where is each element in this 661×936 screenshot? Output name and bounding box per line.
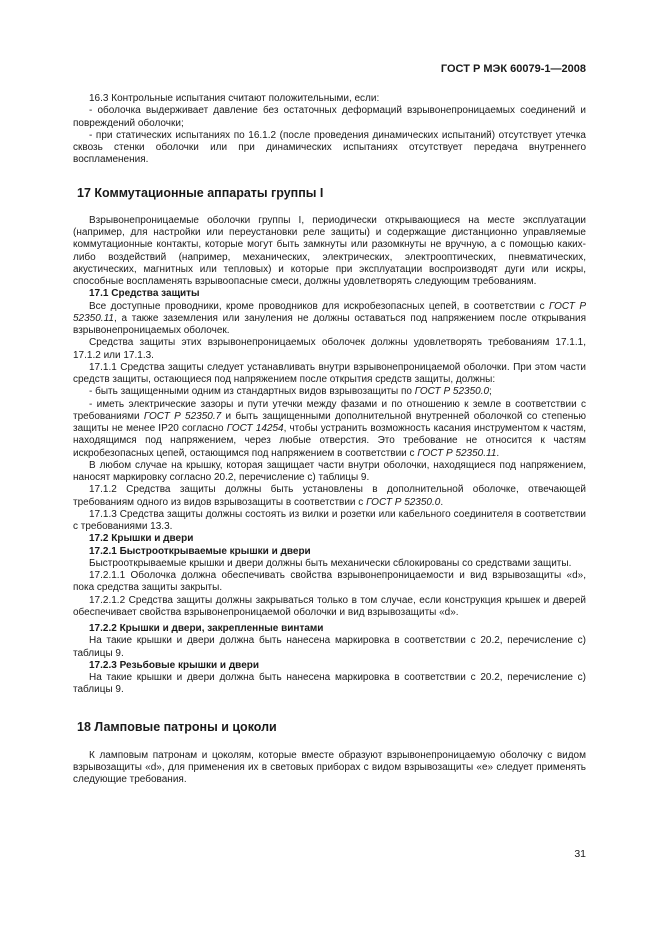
subsection-heading-17-2-1: 17.2.1 Быстрооткрываемые крышки и двери bbox=[89, 545, 311, 557]
section-heading-18: 18 Ламповые патроны и цоколи bbox=[77, 719, 277, 734]
paragraph: 17.1.1 Средства защиты следует устанавливать внутри взрывонепроницаемой оболочки. При этом части средств защиты, остающиеся под напряжением после открытия средств защиты, должны: bbox=[73, 361, 586, 385]
paragraph bbox=[73, 484, 586, 509]
standard-reference: ГОСТ Р 52350.11 bbox=[417, 447, 497, 459]
paragraph: На такие крышки и двери должна быть нанесена маркировка в соответствии с 20.2, перечисление с) таблицы 9. bbox=[73, 672, 586, 696]
text-run: . bbox=[496, 447, 500, 459]
list-item: - оболочка выдерживает давление без остаточных деформаций взрывонепроницаемых соединений и повреждений оболочки; bbox=[73, 105, 586, 129]
document-body bbox=[73, 93, 586, 787]
subsection-heading-17-2-2: 17.2.2 Крышки и двери, закрепленные винтами bbox=[89, 623, 324, 634]
text-run: - иметь электрические зазоры и пути утечки между фазами и по отношению к земле в соответствии с требованиями bbox=[73, 398, 586, 422]
subsection-heading-17-2-3: 17.2.3 Резьбовые крышки и двери bbox=[89, 659, 260, 671]
text-run: и быть защищенными дополнительной внутренней оболочкой со степенью защиты не менее IP20 согласно bbox=[73, 410, 587, 434]
paragraph: 17.2.1.2 Средства защиты должны закрываться только в том случае, если конструкция крышек и дверей обеспечивает свойства взрывонепроницаемой оболочки и вид взрывозащиты «d». bbox=[73, 594, 586, 618]
paragraph-16-3: 16.3 Контрольные испытания считают положительными, если: bbox=[89, 93, 380, 104]
subsection-heading-17-1: 17.1 Средства защиты bbox=[89, 288, 200, 300]
subsection-heading-17-2: 17.2 Крышки и двери bbox=[89, 533, 194, 545]
text-run: , чтобы устранить возможность касания инструментом к частям, находящимся под напряжением, через любые отверстия. Это требование не относится к частям искробезопасных цепей, остающимся под напряжением в соответствии с bbox=[73, 423, 586, 459]
paragraph: 17.2.1.1 Оболочка должна обеспечивать свойства взрывонепроницаемости и вид взрывозащиты «d», пока средства защиты закрыты. bbox=[73, 570, 586, 594]
paragraph bbox=[73, 301, 586, 338]
section-heading-17: 17 Коммутационные аппараты группы I bbox=[77, 185, 324, 200]
list-item bbox=[73, 399, 586, 460]
standard-header: ГОСТ Р МЭК 60079-1—2008 bbox=[440, 63, 586, 75]
list-item: - при статических испытаниях по 16.1.2 (после проведения динамических испытаний) отсутствует утечка сквозь стенки оболочки или при динамических испытаниях отсутствует передача внутреннего воспламенения. bbox=[73, 129, 586, 166]
paragraph: 17.1.3 Средства защиты должны состоять из вилки и розетки или кабельного соединителя в соответствии с требованиями 13.3. bbox=[73, 508, 586, 532]
standard-reference: ГОСТ 14254 bbox=[226, 423, 284, 434]
paragraph: Взрывонепроницаемые оболочки группы I, периодически открывающиеся на месте эксплуатации (например, для настройки или переустановки реле защиты) и содержащие дистанционно управляемые коммутационные контакты, которые могут быть замкнуты или разомкнуты не вручную, а с помощью каких-либо воздействий (например, механических, электрических, электрооптических, пневматических, акустических, магнитных или тепловых) и которые при эксплуатации воспроизводят дуги или искры, способные воспламенять взрывоопасные смеси, должны удовлетворять следующим требованиям. bbox=[73, 214, 586, 287]
text-run: - быть защищенными одним из стандартных видов взрывозащиты по bbox=[89, 386, 415, 398]
standard-reference: ГОСТ Р 52350.7 bbox=[143, 410, 222, 422]
text-run: ; bbox=[489, 386, 492, 398]
text-run: 17.1.2 Средства защиты должны быть установлены в дополнительной оболочке, отвечающей требованиям одного из видов взрывозащиты в соответствии с bbox=[73, 484, 586, 508]
standard-reference: ГОСТ Р 52350.11 bbox=[73, 300, 586, 324]
standard-reference: ГОСТ Р 52350.0 bbox=[414, 386, 490, 398]
page-number: 31 bbox=[574, 848, 586, 860]
standard-reference: ГОСТ Р 52350.0 bbox=[366, 496, 441, 508]
text-run: . bbox=[440, 496, 444, 508]
text-run: Все доступные проводники, кроме проводников для искробезопасных цепей, в соответствии с bbox=[89, 300, 550, 312]
paragraph: В любом случае на крышку, которая защищает части внутри оболочки, находящиеся под напряжением, наносят маркировку согласно 20.2, перечисление с) таблицы 9. bbox=[73, 459, 586, 483]
text-run: , а также заземления или зануления не должны оставаться под напряжением после открывания взрывонепроницаемых оболочек. bbox=[73, 312, 586, 336]
paragraph: На такие крышки и двери должна быть нанесена маркировка в соответствии с 20.2, перечисление с) таблицы 9. bbox=[73, 635, 586, 659]
list-item bbox=[73, 386, 586, 398]
paragraph: Средства защиты этих взрывонепроницаемых оболочек должны удовлетворять требованиям 17.1.1, 17.1.2 или 17.1.3. bbox=[73, 337, 586, 361]
paragraph: К ламповым патронам и цоколям, которые вместе образуют взрывонепроницаемую оболочку с видом взрывозащиты «d», для применения их в световых приборах с видом взрывозащиты «е» следует применять следующие требования. bbox=[73, 749, 586, 786]
paragraph: Быстрооткрываемые крышки и двери должны быть механически сблокированы со средствами защиты. bbox=[89, 557, 572, 569]
